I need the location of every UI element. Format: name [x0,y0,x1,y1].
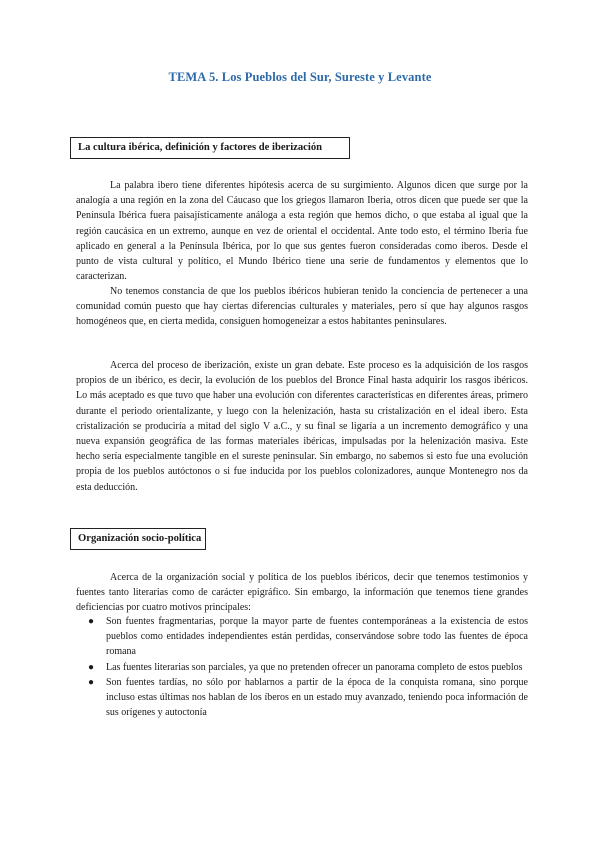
paragraph-text: Acerca de la organización social y política de los pueblos ibéricos, decir que tenemos testimonios y fuentes tanto literarias como de carácter epigráfico. Sin embargo, la información que tenemos tiene grandes deficiencias por cuatro motivos principales: [76,572,528,614]
bullet-list [76,614,528,720]
paragraph [76,570,528,616]
paragraph-text: Acerca del proceso de iberización, existe un gran debate. Este proceso es la adquisición de los rasgos propios de un ibérico, es decir, la evolución de los pueblos del Bronce Final hasta adquirir los rasgos ibéricos. Lo más aceptado es que tuvo que haber una evolución con diferentes características en diferentes áreas, primero durante el periodo orientalizante, y luego con la helenización, hasta su cristalización en el ideal ibero. Esta cristalización se produciría a mitad del siglo V a.C., y su final se ligaría a un incremento demográfico y una nueva expansión geográfica de las formas materiales ibéricas, impulsadas por la helenización masiva. Este hecho sería especialmente tangible en el sureste peninsular. Sin embargo, no sabemos si esto fue una evolución propia de los pueblos autóctonos o si fue inducida por los pueblos colonizadores, aunque Montenegro nos da esta deducción. [76,360,528,493]
list-item-text: Las fuentes literarias son parciales, ya que no pretenden ofrecer un panorama completo de estos pueblos [106,661,523,673]
list-item [76,660,528,675]
bullet-icon: ● [88,661,95,673]
section-heading-organizacion: Organización socio-política [70,528,206,550]
paragraph [76,178,528,284]
paragraph-text: No tenemos constancia de que los pueblos ibéricos hubieran tenido la conciencia de pertenecer a una comunidad común puesto que hay ciertas diferencias culturales y materiales, pero sí que hay algunos rasgos homogéneos que, en cierta medida, consiguen homogeneizar a estos habitantes peninsulares. [76,286,528,328]
list-item [76,614,528,660]
bullet-icon: ● [88,616,95,627]
paragraph [76,284,528,330]
page-title: TEMA 5. Los Pueblos del Sur, Sureste y Levante [168,70,432,84]
section-heading-cultura-iberica: La cultura ibérica, definición y factores de iberización [70,137,350,159]
bullet-icon: ● [88,676,95,688]
paragraph-text: La palabra ibero tiene diferentes hipótesis acerca de su surgimiento. Algunos dicen que surge por la analogía a una región en la zona del Cáucaso que los griegos llamaron Iberia, otros dicen que puede ser que la Península Ibérica fuera paisajísticamente análoga a esta región que hemos dicho, o que estaba al igual que la región caucásica en un extremo, aunque en vez de oriental el occidental. Ante todo esto, el término Iberia fue aplicado en general a la Península Ibérica, por lo que sus gentes fueron consideradas como iberos. Desde el punto de vista cultural y político, el Mundo Ibérico tiene una serie de fundamentos y elementos que lo caracterizan. [76,180,528,283]
list-item-text: Son fuentes tardías, no sólo por hablarnos a partir de la época de la conquista romana, sino porque incluso estas últimas nos hablan de los íberos en un estado muy avanzado, teniendo poca información de sus orígenes y autoctonía [106,676,528,719]
list-item [76,675,528,721]
paragraph [76,358,528,495]
list-item-text: Son fuentes fragmentarias, porque la mayor parte de fuentes contemporáneas a la existencia de estos pueblos como entidades independientes están perdidas, conservándose sobre todo las fuentes de época romana [106,616,528,658]
